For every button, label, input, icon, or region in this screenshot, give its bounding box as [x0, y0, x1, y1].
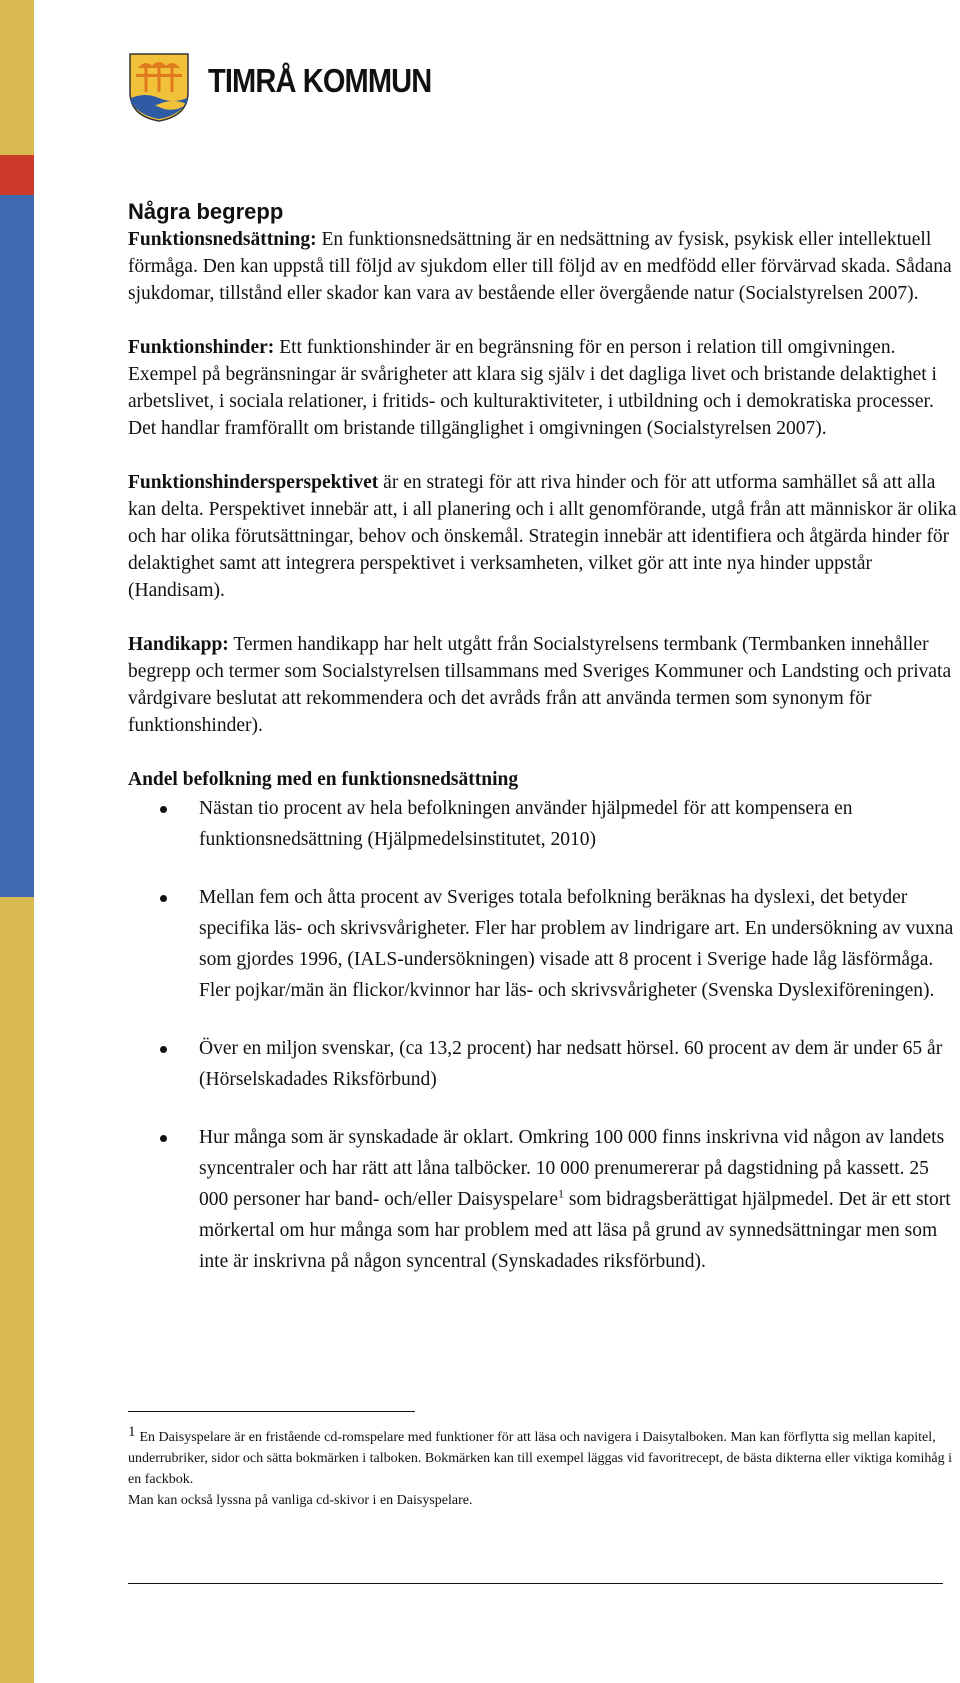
- stripe-blue: [0, 195, 34, 897]
- definition-text: är en strategi för att riva hinder och för att utforma samhället så att alla kan delta. Perspektivet innebär att, i all planering och i allt genomförande, utgå från att människor är olika och har olika förutsättningar, behov och önskemål. Strategin innebär att identifiera och åtgärda hinder för delaktighet samt att integrera perspektivet i verksamheten, vilket gör att inte nya hinder uppstår (Handisam).: [128, 472, 957, 601]
- section-title: Några begrepp: [128, 199, 284, 224]
- list-item-text: Mellan fem och åtta procent av Sveriges totala befolkning beräknas ha dyslexi, det betyder specifika läs- och skrivsvårigheter. Fler har problem av lindrigare art. En undersökning av vuxna som gjordes 1996, (IALS-undersökningen) visade att 8 procent i Sverige hade låg läsförmåga. Fler pojkar/män än flickor/kvinnor har läs- och skrivsvårigheter (Svenska Dyslexiföreningen).: [199, 887, 954, 1001]
- subheading: Andel befolkning med en funktionsnedsättning: [128, 769, 519, 790]
- municipality-logo: [128, 52, 448, 122]
- definition-paragraph: [128, 631, 958, 739]
- definition-term: Funktionshinder:: [128, 337, 275, 358]
- footnote-text: En Daisyspelare är en fristående cd-romspelare med funktioner för att läsa och navigera i Daisytalboken. Man kan förflytta sig mellan kapitel, underrubriker, sidor och sätta bokmärken i talboken. Bokmärken kan till exempel läggas vid favoritrecept, de bästa dikterna eller viktiga komihåg i en fackbok.: [128, 1430, 953, 1487]
- side-stripe: [0, 0, 34, 1683]
- list-item-text: Nästan tio procent av hela befolkningen använder hjälpmedel för att kompensera en funktionsnedsättning (Hjälpmedelsinstitutet, 2010): [199, 798, 853, 850]
- bullet-icon: [160, 806, 167, 813]
- definition-term: Funktionshindersperspektivet: [128, 472, 379, 493]
- footnote-reference[interactable]: 1: [557, 1186, 564, 1201]
- bullet-icon: [160, 1135, 167, 1142]
- definition-paragraph: [128, 226, 958, 307]
- list-item-text: som bidragsberättigat hjälpmedel. Det är ett stort mörkertal om hur många som har problem med att läsa på grund av synnedsättningar men som inte är inskrivna på någon syncentral (Synskadades riksförbund).: [199, 1189, 951, 1272]
- definition-text: Ett funktionshinder är en begränsning för en person i relation till omgivningen. Exempel på begränsningar är svårigheter att klara sig själv i det dagliga livet och bristande delaktighet i arbetslivet, i sociala relationer, i fritids- och kulturaktiviteter, i utbildning och i demokratiska processer. Det handlar framförallt om bristande tillgänglighet i omgivningen (Socialstyrelsen 2007).: [128, 337, 937, 439]
- statistics-list: [128, 793, 958, 1277]
- bullet-icon: [160, 895, 167, 902]
- municipality-name: TIMRÅ KOMMUN: [208, 62, 432, 99]
- stripe-red: [0, 155, 34, 195]
- definition-text: Termen handikapp har helt utgått från Socialstyrelsens termbank (Termbanken innehåller begrepp och termer som Socialstyrelsen tillsammans med Sveriges Kommuner och Landsting och privata vårdgivare beslutat att rekommendera och det avråds från att använda termen som synonym för funktionshinder).: [128, 634, 952, 736]
- list-item-text: Över en miljon svenskar, (ca 13,2 procent) har nedsatt hörsel. 60 procent av dem är under 65 år (Hörselskadades Riksförbund): [199, 1038, 943, 1090]
- definition-paragraph: [128, 469, 958, 604]
- definition-paragraph: [128, 334, 958, 442]
- stripe-yellow-bottom: [0, 897, 34, 1683]
- coat-of-arms-icon: [128, 52, 190, 122]
- list-item: [128, 882, 958, 1006]
- footnote-line: [128, 1422, 958, 1490]
- list-item: [128, 793, 958, 855]
- stripe-yellow-top: [0, 0, 34, 155]
- footnote-text-2: Man kan också lyssna på vanliga cd-skivor i en Daisyspelare.: [128, 1493, 473, 1508]
- page-bottom-rule: [128, 1583, 943, 1584]
- document-body: [128, 198, 958, 1277]
- list-item-text: Hur många som är synskadade är oklart. Omkring 100 000 finns inskrivna vid någon av landets syncentraler och har rätt att låna talböcker. 10 000 prenumererar på dagstidning på kassett. 25 000 personer har band- och/eller Daisyspelare: [199, 1127, 945, 1210]
- list-item: [128, 1033, 958, 1095]
- definition-term: Funktionsnedsättning:: [128, 229, 317, 250]
- bullet-icon: [160, 1046, 167, 1053]
- definition-text: En funktionsnedsättning är en nedsättning av fysisk, psykisk eller intellektuell förmåga. Den kan uppstå till följd av sjukdom eller till följd av en medfödd eller förvärvad skada. Sådana sjukdomar, tillstånd eller skador kan vara av bestående eller övergående natur (Socialstyrelsen 2007).: [128, 229, 952, 304]
- footnote: [128, 1422, 958, 1511]
- footnote-divider: [128, 1411, 415, 1412]
- footnote-mark: 1: [128, 1424, 136, 1440]
- list-item: [128, 1122, 958, 1277]
- definition-term: Handikapp:: [128, 634, 229, 655]
